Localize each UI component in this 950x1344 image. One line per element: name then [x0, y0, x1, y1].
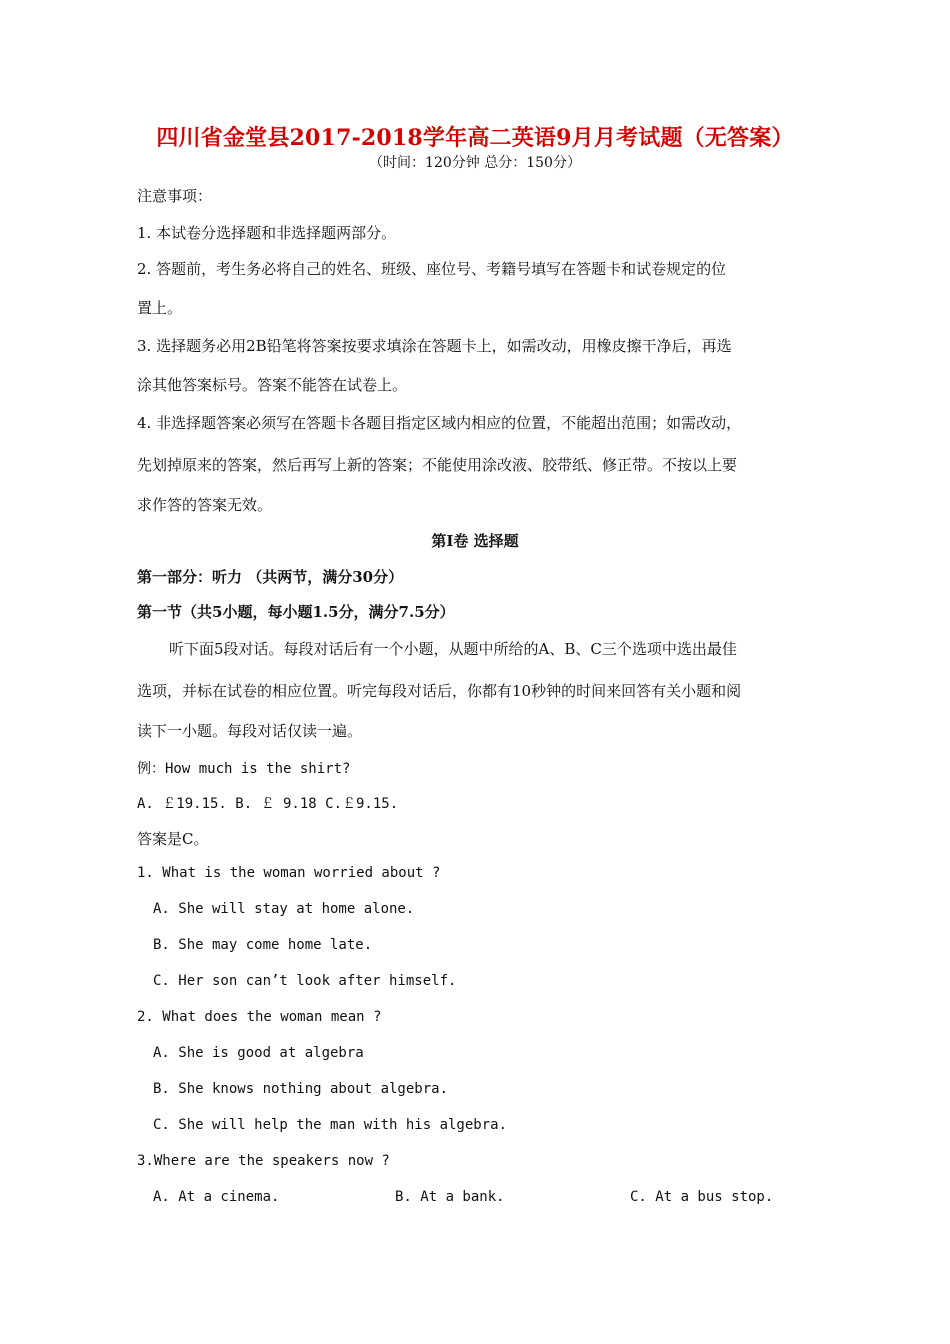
question-option: B. At a bank. — [395, 1189, 505, 1205]
question-option: C. She will help the man with his algebra. — [153, 1117, 508, 1133]
question-option: A. She will stay at home alone. — [153, 901, 415, 917]
question-option: A. At a cinema. — [153, 1189, 280, 1205]
question-option: B. She knows nothing about algebra. — [153, 1081, 449, 1097]
example-answer: 答案是C。 — [137, 830, 209, 848]
notes-heading: 注意事项： — [137, 187, 213, 205]
note-line: 4. 非选择题答案必须写在答题卡各题目指定区域内相应的位置，不能超出范围；如需改动， — [137, 414, 742, 432]
instruction-line: 选项，并标在试卷的相应位置。听完每段对话后，你都有10秒钟的时间来回答有关小题和阅 — [137, 682, 742, 700]
question-stem: 3.Where are the speakers now ? — [137, 1153, 390, 1169]
note-line: 3. 选择题务必用2B铅笔将答案按要求填涂在答题卡上，如需改动，用橡皮擦干净后，再选 — [137, 337, 732, 355]
note-line: 置上。 — [137, 299, 183, 317]
question-option: B. She may come home late. — [153, 937, 373, 953]
instruction-line: 听下面5段对话。每段对话后有一个小题，从题中所给的A、B、C三个选项中选出最佳 — [169, 640, 737, 658]
example-question: 例：How much is the shirt? — [137, 761, 351, 777]
exam-title: 四川省金堂县2017-2018学年高二英语9月月考试题（无答案） — [156, 125, 794, 151]
note-line: 涂其他答案标号。答案不能答在试卷上。 — [137, 376, 408, 394]
question-option: C. Her son can’t look after himself. — [153, 973, 457, 989]
volume-heading: 第Ⅰ卷 选择题 — [431, 532, 519, 550]
note-line: 先划掉原来的答案，然后再写上新的答案；不能使用涂改液、胶带纸、修正带。不按以上要 — [137, 456, 738, 474]
note-line: 2. 答题前，考生务必将自己的姓名、班级、座位号、考籍号填写在答题卡和试卷规定的位 — [137, 260, 727, 278]
sub-heading: 第一节（共5小题，每小题1.5分，满分7.5分） — [137, 603, 455, 621]
exam-time-score: （时间：120分钟 总分：150分） — [369, 155, 581, 171]
instruction-line: 读下一小题。每段对话仅读一遍。 — [137, 722, 363, 740]
question-stem: 1. What is the woman worried about ? — [137, 865, 441, 881]
note-line: 求作答的答案无效。 — [137, 496, 273, 514]
question-option: A. She is good at algebra — [153, 1045, 364, 1061]
part-heading: 第一部分：听力 （共两节，满分30分） — [137, 568, 404, 586]
question-option: C. At a bus stop. — [630, 1189, 774, 1205]
example-options: A. ￡19.15. B. ￡ 9.18 C.￡9.15. — [137, 796, 399, 812]
note-line: 1. 本试卷分选择题和非选择题两部分。 — [137, 224, 397, 242]
question-stem: 2. What does the woman mean ? — [137, 1009, 382, 1025]
